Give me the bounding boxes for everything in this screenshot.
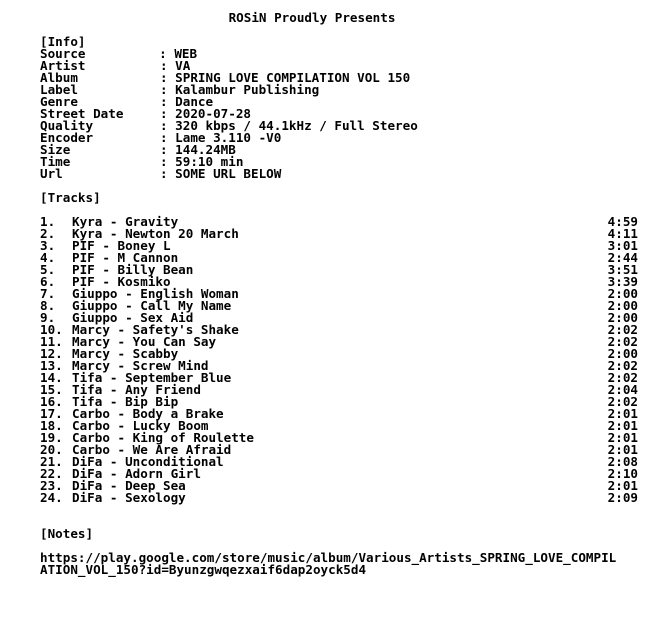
info-value: SOME URL BELOW (175, 166, 282, 181)
track-title: Marcy - Screw Mind (72, 358, 209, 373)
info-value: 320 kbps / 44.1kHz / Full Stereo (175, 118, 418, 133)
track-number: 21. (40, 454, 63, 469)
track-number: 4. (40, 250, 56, 265)
notes-url-line-2: ATION_VOL_150?id=Byunzgwqezxaif6dap2oyck5d4 (40, 562, 367, 577)
info-key: Size (40, 142, 71, 157)
info-row (40, 168, 650, 180)
track-number: 15. (40, 382, 63, 397)
track-duration: 3:01 (607, 238, 638, 253)
track-title: Kyra - Gravity (72, 214, 179, 229)
track-duration: 2:00 (607, 286, 638, 301)
info-key: Street Date (40, 106, 124, 121)
info-value: Lame 3.110 -V0 (175, 130, 282, 145)
track-number: 9. (40, 310, 56, 325)
track-duration: 2:04 (607, 382, 638, 397)
track-number: 13. (40, 358, 63, 373)
track-duration: 4:59 (607, 214, 638, 229)
track-number: 14. (40, 370, 63, 385)
info-row (40, 72, 650, 84)
info-separator: : (160, 106, 176, 121)
track-number: 5. (40, 262, 56, 277)
info-separator: : (160, 166, 176, 181)
info-value: VA (175, 58, 191, 73)
track-number: 12. (40, 346, 63, 361)
info-separator: : (160, 58, 176, 73)
info-separator: : (160, 82, 176, 97)
track-number: 2. (40, 226, 56, 241)
info-value: 144.24MB (175, 142, 236, 157)
track-duration: 2:01 (607, 442, 638, 457)
track-title: Tifa - Bip Bip (72, 394, 179, 409)
track-duration: 2:09 (607, 490, 638, 505)
track-title: PIF - M Cannon (72, 250, 179, 265)
track-title: Marcy - Safety's Shake (72, 322, 239, 337)
info-value: 2020-07-28 (175, 106, 251, 121)
track-title: DiFa - Unconditional (72, 454, 224, 469)
info-separator: : (160, 142, 176, 157)
info-key: Encoder (40, 130, 94, 145)
track-title: Giuppo - English Woman (72, 286, 239, 301)
notes-section-label: [Notes] (40, 526, 94, 541)
track-duration: 2:08 (607, 454, 638, 469)
track-duration: 2:01 (607, 406, 638, 421)
track-number: 18. (40, 418, 63, 433)
release-title: ROSiN Proudly Presents (228, 10, 396, 25)
track-title: Marcy - You Can Say (72, 334, 217, 349)
track-title: Carbo - Lucky Boom (72, 418, 209, 433)
track-duration: 2:00 (607, 346, 638, 361)
info-value: Dance (175, 94, 214, 109)
track-number: 20. (40, 442, 63, 457)
track-row (40, 492, 650, 504)
track-number: 8. (40, 298, 56, 313)
track-number: 7. (40, 286, 56, 301)
tracks-section-label: [Tracks] (40, 190, 101, 205)
track-title: Carbo - We Are Afraid (72, 442, 232, 457)
track-title: Carbo - King of Roulette (72, 430, 254, 445)
track-duration: 2:01 (607, 418, 638, 433)
nfo-body (40, 12, 650, 576)
track-duration: 2:02 (607, 394, 638, 409)
track-list (40, 216, 650, 504)
info-separator: : (160, 130, 176, 145)
info-section-label: [Info] (40, 34, 86, 49)
track-duration: 2:01 (607, 430, 638, 445)
track-title: Giuppo - Sex Aid (72, 310, 194, 325)
track-duration: 4:11 (607, 226, 638, 241)
track-number: 1. (40, 214, 56, 229)
track-title: PIF - Billy Bean (72, 262, 194, 277)
info-row (40, 96, 650, 108)
track-title: Kyra - Newton 20 March (72, 226, 239, 241)
info-row (40, 144, 650, 156)
track-duration: 2:01 (607, 478, 638, 493)
track-title: DiFa - Deep Sea (72, 478, 186, 493)
track-number: 6. (40, 274, 56, 289)
track-title: Tifa - September Blue (72, 370, 232, 385)
track-number: 16. (40, 394, 63, 409)
info-key: Genre (40, 94, 78, 109)
info-separator: : (160, 94, 176, 109)
info-row (40, 132, 650, 144)
info-separator: : (160, 118, 176, 133)
info-key: Quality (40, 118, 94, 133)
track-title: Carbo - Body a Brake (72, 406, 224, 421)
track-duration: 3:51 (607, 262, 638, 277)
track-number: 22. (40, 466, 63, 481)
track-title: Giuppo - Call My Name (72, 298, 232, 313)
track-title: PIF - Boney L (72, 238, 171, 253)
track-title: PIF - Kosmiko (72, 274, 171, 289)
track-number: 24. (40, 490, 63, 505)
info-row (40, 84, 650, 96)
track-title: DiFa - Adorn Girl (72, 466, 201, 481)
track-duration: 3:39 (607, 274, 638, 289)
info-row (40, 120, 650, 132)
track-duration: 2:02 (607, 358, 638, 373)
info-separator: : (160, 70, 176, 85)
info-value: Kalambur Publishing (175, 82, 320, 97)
track-duration: 2:02 (607, 334, 638, 349)
info-value: SPRING LOVE COMPILATION VOL 150 (175, 70, 411, 85)
track-duration: 2:00 (607, 310, 638, 325)
track-number: 17. (40, 406, 63, 421)
info-key: Album (40, 70, 78, 85)
track-number: 10. (40, 322, 63, 337)
track-number: 11. (40, 334, 63, 349)
track-duration: 2:02 (607, 322, 638, 337)
info-row (40, 48, 650, 60)
track-duration: 2:44 (607, 250, 638, 265)
track-duration: 2:02 (607, 370, 638, 385)
info-list (40, 48, 650, 180)
track-number: 23. (40, 478, 63, 493)
info-separator: : (160, 154, 176, 169)
info-row (40, 156, 650, 168)
info-separator: : (144, 46, 175, 61)
info-key: Time (40, 154, 71, 169)
info-key: Artist (40, 58, 86, 73)
info-value: WEB (174, 46, 198, 61)
info-key: Source (40, 46, 86, 61)
track-title: Tifa - Any Friend (72, 382, 201, 397)
track-number: 19. (40, 430, 63, 445)
track-duration: 2:00 (607, 298, 638, 313)
track-number: 3. (40, 238, 56, 253)
info-key: Url (40, 166, 63, 181)
info-key: Label (40, 82, 78, 97)
track-title: DiFa - Sexology (72, 490, 186, 505)
notes-url-line-1: https://play.google.com/store/music/album/Various_Artists_SPRING_LOVE_COMPIL (40, 550, 617, 565)
track-title: Marcy - Scabby (72, 346, 179, 361)
info-value: 59:10 min (175, 154, 244, 169)
track-duration: 2:10 (607, 466, 638, 481)
